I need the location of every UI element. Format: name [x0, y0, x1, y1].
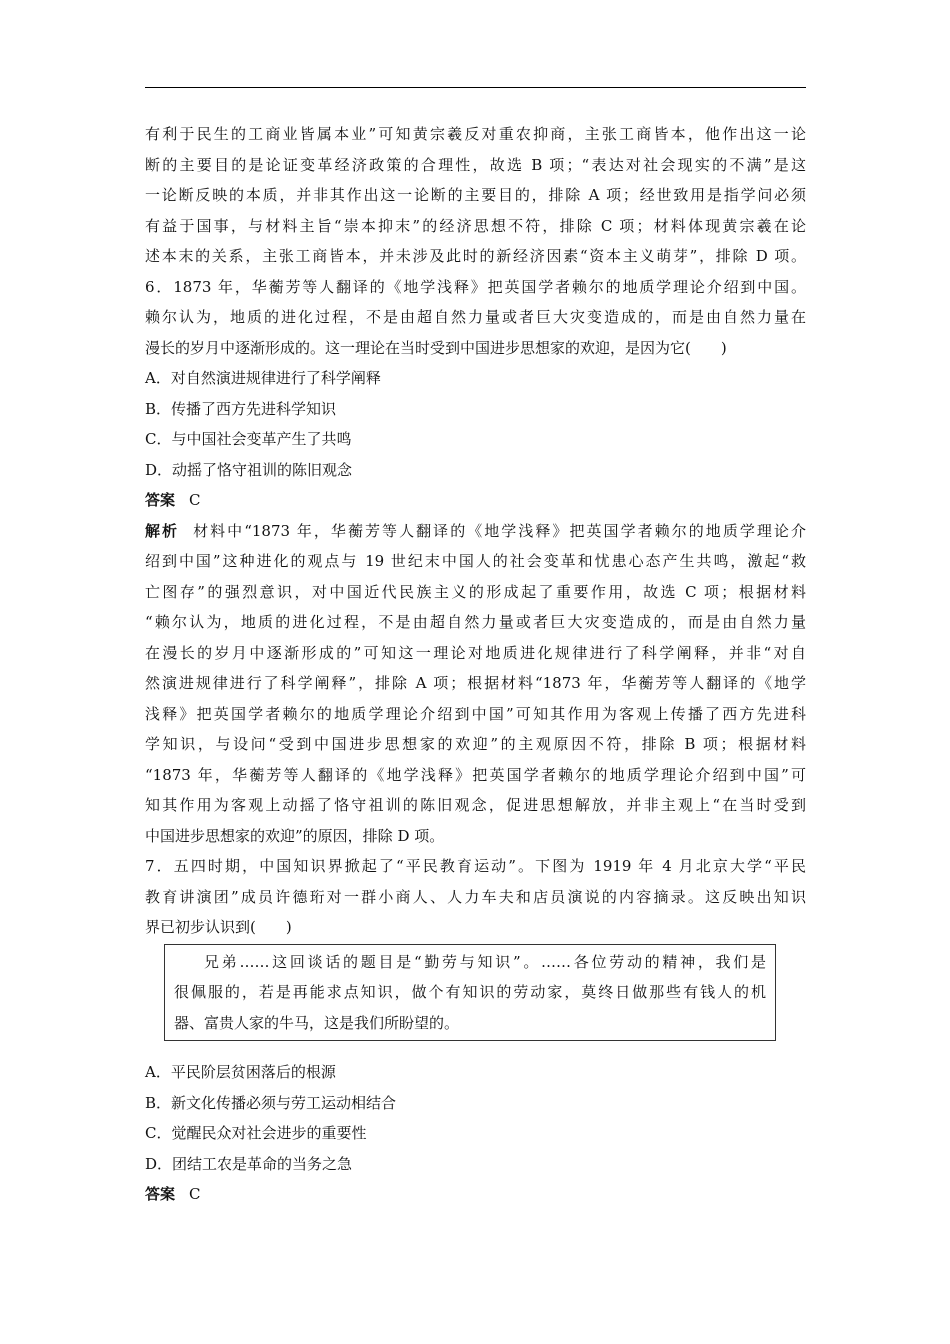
question-stem-line: 赖尔认为，地质的进化过程，不是由超自然力量或者巨大灾变造成的，而是由自然力量在	[145, 308, 806, 326]
answer-value: C	[189, 491, 201, 509]
question-stem-line: 7．五四时期，中国知识界掀起了“平民教育运动”。下图为 1919 年 4 月北京大学“平民	[145, 857, 806, 875]
quote-line: 器、富贵人家的牛马，这是我们所盼望的。	[174, 1013, 460, 1032]
prev-explanation	[145, 119, 806, 272]
analysis-line: 然演进规律进行了科学阐释”，排除 A 项；根据材料“1873 年，华蘅芳等人翻译的《地学	[145, 674, 806, 692]
option-a: A．对自然演进规律进行了科学阐释	[145, 369, 381, 387]
question-stem-line: 界已初步认识到( )	[145, 918, 292, 936]
quote-box	[164, 944, 776, 1042]
analysis-line: 中国进步思想家的欢迎”的原因，排除 D 项。	[145, 826, 445, 845]
option-b: B．新文化传播必须与劳工运动相结合	[145, 1093, 397, 1112]
analysis-line: 浅释》把英国学者赖尔的地质学理论介绍到中国”可知其作用为客观上传播了西方先进科	[145, 704, 806, 723]
option-c: C．觉醒民众对社会进步的重要性	[145, 1124, 367, 1142]
answer-row	[145, 1179, 806, 1210]
header-rule	[145, 87, 806, 88]
text-line: 述本末的关系，主张工商皆本，并未涉及此时的新经济因素“资本主义萌芽”，排除 D 项。	[145, 247, 806, 265]
analysis-line: “赖尔认为，地质的进化过程，不是由超自然力量或者巨大灾变造成的，而是由自然力量	[145, 613, 806, 631]
question-stem-line: 教育讲演团”成员许德珩对一群小商人、人力车夫和店员演说的内容摘录。这反映出知识	[145, 887, 806, 906]
analysis-text: 材料中“1873 年，华蘅芳等人翻译的《地学浅释》把英国学者赖尔的地质学理论介	[193, 521, 806, 540]
text-line: 一论断反映的本质，并非其作出这一论断的主要目的，排除 A 项；经世致用是指学问必须	[145, 186, 806, 204]
analysis-line: 亡图存”的强烈意识，对中国近代民族主义的形成起了重要作用，故选 C 项；根据材料	[145, 582, 806, 601]
option-d: D．动摇了恪守祖训的陈旧观念	[145, 460, 353, 479]
quote-line: 很佩服的，若是再能求点知识，做个有知识的劳动家，莫终日做那些有钱人的机	[174, 983, 766, 1001]
question-stem-line: 6．1873 年，华蘅芳等人翻译的《地学浅释》把英国学者赖尔的地质学理论介绍到中国。	[145, 277, 806, 296]
analysis-label: 解析	[145, 521, 180, 540]
question-stem-line: 漫长的岁月中逐渐形成的。这一理论在当时受到中国进步思想家的欢迎，是因为它( )	[145, 338, 727, 357]
answer-label: 答案	[145, 1185, 176, 1203]
analysis-line: “1873 年，华蘅芳等人翻译的《地学浅释》把英国学者赖尔的地质学理论介绍到中国”可	[145, 765, 806, 784]
answer-value: C	[189, 1185, 201, 1203]
question-6	[145, 272, 806, 852]
quote-line: 兄弟……这回谈话的题目是“勤劳与知识”。……各位劳动的精神，我们是	[204, 952, 766, 971]
analysis-line: 在漫长的岁月中逐渐形成的”可知这一理论对地质进化规律进行了科学阐释，并非“对自	[145, 643, 806, 662]
option-c: C．与中国社会变革产生了共鸣	[145, 430, 352, 448]
answer-row	[145, 485, 806, 516]
text-line: 有益于国事，与材料主旨“崇本抑末”的经济思想不符，排除 C 项；材料体现黄宗羲在论	[145, 216, 806, 235]
option-d: D．团结工农是革命的当务之急	[145, 1154, 353, 1173]
analysis-line: 学知识，与设问“受到中国进步思想家的欢迎”的主观原因不符，排除 B 项；根据材料	[145, 735, 806, 753]
analysis-first-line	[145, 516, 806, 547]
answer-label: 答案	[145, 491, 176, 509]
text-line: 有利于民生的工商业皆属本业”可知黄宗羲反对重农抑商，主张工商皆本，他作出这一论	[145, 125, 806, 143]
text-line: 断的主要目的是论证变革经济政策的合理性，故选 B 项；“表达对社会现实的不满”是这	[145, 155, 806, 174]
option-a: A．平民阶层贫困落后的根源	[145, 1063, 336, 1081]
analysis-line: 绍到中国”这种进化的观点与 19 世纪末中国人的社会变革和忧患心态产生共鸣，激起“救	[145, 552, 806, 570]
page-content	[145, 119, 806, 1210]
question-7	[145, 851, 806, 1210]
option-b: B．传播了西方先进科学知识	[145, 399, 337, 418]
analysis-line: 知其作用为客观上动摇了恪守祖训的陈旧观念，促进思想解放，并非主观上“在当时受到	[145, 796, 806, 814]
